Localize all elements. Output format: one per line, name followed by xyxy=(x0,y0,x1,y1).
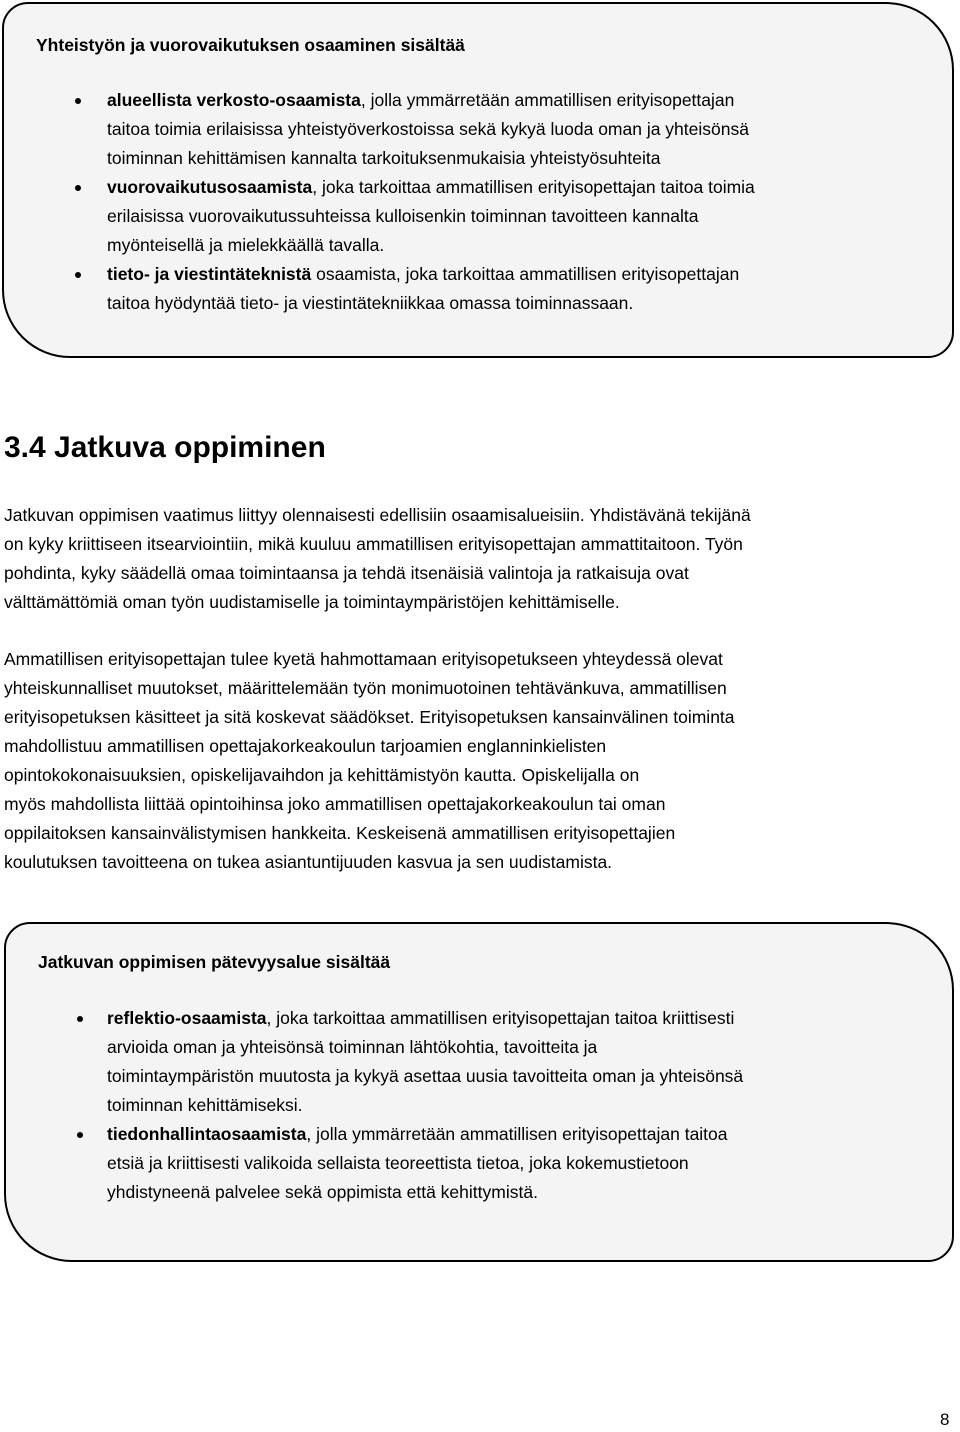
item-text: , joka tarkoittaa ammatillisen erityisopettajan taitoa kriittisesti xyxy=(266,1008,735,1028)
page-number: 8 xyxy=(940,1410,950,1429)
paragraph-line: opintokokonaisuuksien, opiskelijavaihdon ja kehittämistyön kautta. Opiskelijalla on xyxy=(4,765,640,785)
paragraph xyxy=(4,501,751,617)
paragraph-line: Jatkuvan oppimisen vaatimus liittyy olennaisesti edellisiin osaamisalueisiin. Yhdistävänä tekijänä xyxy=(4,505,751,525)
item-line: erilaisissa vuorovaikutussuhteissa kulloisenkin toiminnan tavoitteen kannalta xyxy=(107,206,699,226)
item-line: toiminnan kehittämisen kannalta tarkoituksenmukaisia yhteistyösuhteita xyxy=(107,148,661,168)
item-keyword: vuorovaikutusosaamista xyxy=(107,177,313,197)
item-line: toimintaympäristön muutosta ja kykyä asettaa uusia tavoitteita oman ja yhteisönsä xyxy=(107,1066,744,1086)
paragraph-line: myös mahdollista liittää opintoihinsa joko ammatillisen opettajakorkeakoulun tai oman xyxy=(4,794,666,814)
paragraph-line: erityisopetuksen käsitteet ja sitä koskevat säädökset. Erityisopetuksen kansainvälinen toiminta xyxy=(4,707,735,727)
bullet-icon xyxy=(75,185,81,191)
paragraph-line: pohdinta, kyky säädellä omaa toimintaansa ja tehdä itsenäisiä valintoja ja ratkaisuja ovat xyxy=(4,563,689,583)
item-line: arvioida oman ja yhteisönsä toiminnan lähtökohtia, tavoitteita ja xyxy=(107,1037,598,1057)
item-line xyxy=(107,86,755,115)
item-line: etsiä ja kriittisesti valikoida sellaista teoreettista tietoa, joka kokemustietoon xyxy=(107,1153,689,1173)
paragraph-line: mahdollistuu ammatillisen opettajakorkeakoulun tarjoamien englanninkielisten xyxy=(4,736,607,756)
content-box-collaboration xyxy=(2,2,954,358)
item-line: taitoa hyödyntää tieto- ja viestintätekniikkaa omassa toiminnassaan. xyxy=(107,293,634,313)
list-item xyxy=(6,1004,743,1120)
list-item xyxy=(4,86,755,173)
list-item xyxy=(4,173,755,260)
item-line: taitoa toimia erilaisissa yhteistyöverkostoissa sekä kykyä luoda oman ja yhteisönsä xyxy=(107,119,749,139)
item-text: , jolla ymmärretään ammatillisen erityisopettajan taitoa xyxy=(306,1124,728,1144)
bullet-list xyxy=(6,1004,743,1207)
item-line: myönteisellä ja mielekkäällä tavalla. xyxy=(107,235,385,255)
bullet-icon xyxy=(77,1132,83,1138)
item-text: , jolla ymmärretään ammatillisen erityisopettajan xyxy=(360,90,735,110)
item-keyword: tiedonhallintaosaamista xyxy=(107,1124,307,1144)
item-line: yhdistyneenä palvelee sekä oppimista että kehittymistä. xyxy=(107,1182,538,1202)
item-line xyxy=(107,260,755,289)
content-box-continuous-learning xyxy=(4,922,954,1262)
section-heading: 3.4 Jatkuva oppiminen xyxy=(4,431,326,464)
item-text: osaamista, joka tarkoittaa ammatillisen erityisopettajan xyxy=(311,264,740,284)
paragraph-line: on kyky kriittiseen itsearviointiin, mikä kuuluu ammatillisen erityisopettajan ammattitaitoon. Työn xyxy=(4,534,743,554)
item-text: , joka tarkoittaa ammatillisen erityisopettajan taitoa toimia xyxy=(312,177,755,197)
paragraph xyxy=(4,645,735,877)
paragraph-line: Ammatillisen erityisopettajan tulee kyetä hahmottamaan erityisopetukseen yhteydessä olevat xyxy=(4,649,723,669)
item-line: toiminnan kehittämiseksi. xyxy=(107,1095,303,1115)
bullet-icon xyxy=(77,1016,83,1022)
item-line xyxy=(107,1120,743,1149)
item-keyword: reflektio-osaamista xyxy=(107,1008,267,1028)
paragraph-line: oppilaitoksen kansainvälistymisen hankkeita. Keskeisenä ammatillisen erityisopettajien xyxy=(4,823,676,843)
bullet-list xyxy=(4,86,755,318)
paragraph-line: välttämättömiä oman työn uudistamiselle ja toimintaympäristöjen kehittämiselle. xyxy=(4,592,620,612)
item-line xyxy=(107,173,755,202)
paragraph-line: koulutuksen tavoitteena on tukea asiantuntijuuden kasvua ja sen uudistamista. xyxy=(4,852,613,872)
item-keyword: tieto- ja viestintäteknistä xyxy=(107,264,312,284)
bullet-icon xyxy=(75,98,81,104)
item-keyword: alueellista verkosto-osaamista xyxy=(107,90,361,110)
list-item xyxy=(6,1120,743,1207)
paragraph-line: yhteiskunnalliset muutokset, määrittelemään työn monimuotoinen tehtävänkuva, ammatillisen xyxy=(4,678,727,698)
item-line xyxy=(107,1004,743,1033)
box-title: Jatkuvan oppimisen pätevyysalue sisältää xyxy=(38,952,391,972)
bullet-icon xyxy=(75,272,81,278)
list-item xyxy=(4,260,755,318)
box-title: Yhteistyön ja vuorovaikutuksen osaaminen sisältää xyxy=(36,35,465,55)
